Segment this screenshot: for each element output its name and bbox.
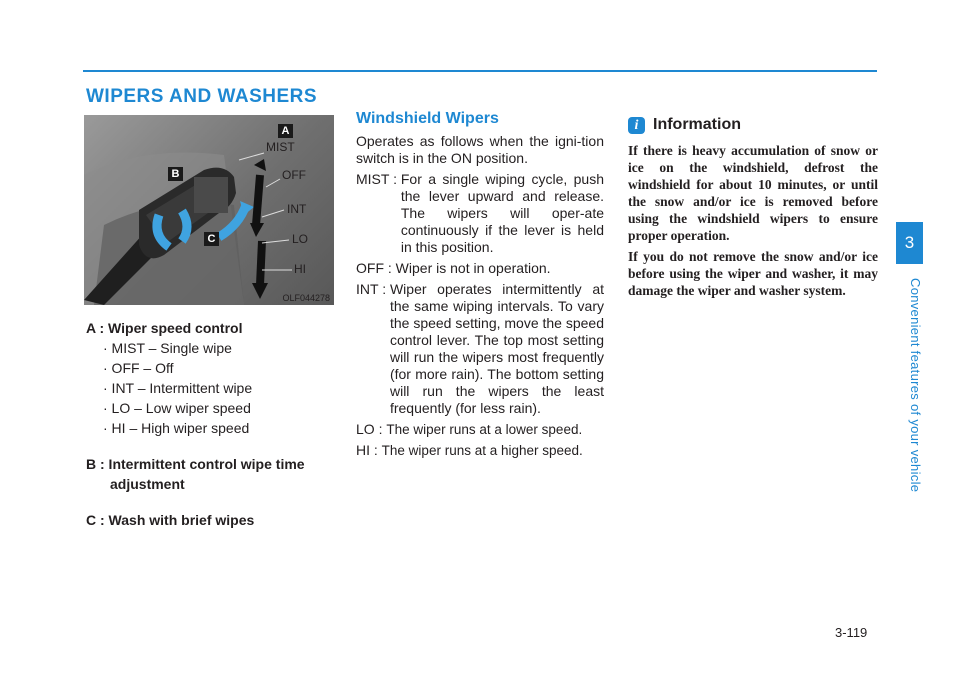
legend-b-line2: adjustment [110,476,185,492]
wiper-lever-figure [84,115,334,305]
label-lo: LO [292,232,309,246]
badge-a: A [278,124,293,138]
section-title: WIPERS AND WASHERS [86,86,318,107]
legend-c-line: C : Wash with brief wipes [86,512,255,528]
page-number: 3-119 [835,625,868,640]
label-hi: HI [294,262,306,276]
def-text: Wiper operates intermittently at the same wiping intervals. To vary the speed setting, move the speed control lever. The top most setting will run the wipers most frequently (for more rain). The bottom setting will run the wipers the least frequently (for less rain). [389,281,605,416]
information-paragraph: If you do not remove the snow and/or ice before using the wiper and washer, it may damage the wiper and washer system. [628,249,878,298]
label-mist: MIST [266,140,295,154]
label-int: INT [287,202,307,216]
figure-code: OLF044278 [282,293,330,303]
information-title: Information [653,116,741,133]
information-paragraph: If there is heavy accumulation of snow or ice on the windshield, defrost the windshield for about 10 minutes, or until the snow and/or ice is removed before using the windshield wipers to ensure proper operation. [628,143,878,243]
def-term: OFF : [356,260,396,276]
def-off [356,260,604,277]
def-text: Wiper is not in operation. [395,260,551,276]
wipers-intro: Operates as follows when the igni-tion switch is in the ON position. [356,133,604,166]
legend-a-item: · HI – High wiper speed [103,420,250,436]
legend-b-line1: B : Intermittent control wipe time [86,456,305,472]
def-term: LO : [356,421,387,437]
legend-a-item: · MIST – Single wipe [103,340,232,356]
chapter-title: Convenient features of your vehicle [908,277,923,493]
legend-a-header: A : Wiper speed control [86,320,243,336]
def-lo [356,421,604,438]
badge-b: B [168,167,183,181]
def-term: HI : [356,442,382,458]
def-text: The wiper runs at a lower speed. [386,422,583,437]
chapter-tab: 3 [896,222,923,264]
wipers-heading: Windshield Wipers [356,110,499,127]
info-icon: i [628,117,645,134]
legend-a-item: · INT – Intermittent wipe [103,380,253,396]
def-text: For a single wiping cycle, push the lever upward and release. The wipers will oper-ate continuously if the lever is held in this position. [400,171,604,255]
badge-c: C [204,232,219,246]
legend-a-item: · OFF – Off [103,360,174,376]
def-term: MIST : [356,171,401,187]
label-off: OFF [282,168,306,182]
def-term: INT : [356,281,390,297]
def-text: The wiper runs at a higher speed. [381,443,583,458]
windshield-wipers-section [356,110,604,463]
information-header [628,116,878,134]
def-int [356,281,604,417]
top-rule [83,70,877,72]
information-box [628,116,878,303]
def-mist [356,171,604,256]
figure-legend [86,318,346,530]
def-hi [356,442,604,459]
legend-a-item: · LO – Low wiper speed [103,400,251,416]
